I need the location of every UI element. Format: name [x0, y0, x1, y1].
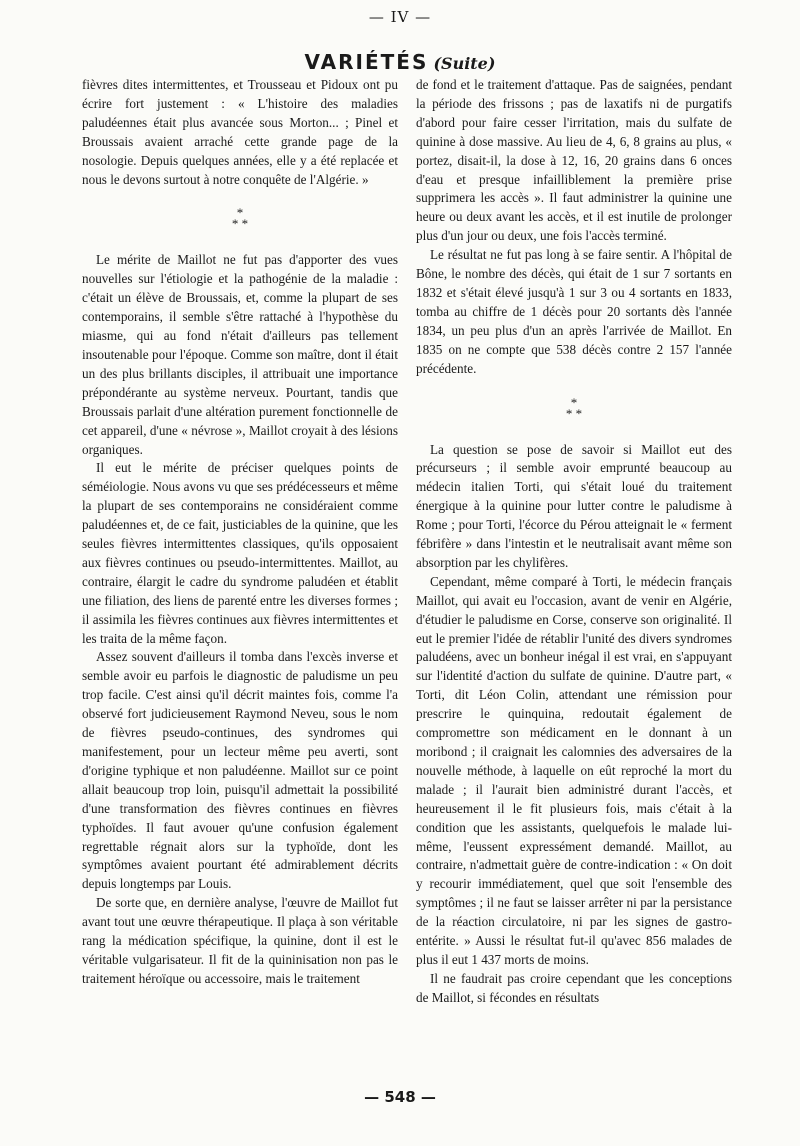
separator-star: *: [236, 205, 244, 221]
paragraph: Il eut le mérite de préciser quelques points de séméiologie. Nous avons vu que ses prédécesseurs et même la plupart de ses contemporains ne considéraient comme paludéennes et, de ce fait, justiciables de la quinine, que les seules fièvres intermittentes classiques, qu'ils opposaient aux fièvres continues ou pseudo-intermittentes. Maillot, au contraire, élargit le cadre du syndrome paludéen et établit une filiation, des liens de parenté entre les diverses formes ; il assimila les fièvres continues aux fièvres intermittentes et les traita de la même façon.: [82, 460, 398, 646]
paragraph: La question se pose de savoir si Maillot eut des précurseurs ; il semble avoir emprunté beaucoup au médecin italien Torti, qui s'était loué du traitement énergique à la quinine pour lutter contre le paludisme à Rome ; pour Torti, l'écorce du Pérou atteignait le « ferment fébrifère » dans l'intestin et le neutralisait avant même son absorption par les chylifères.: [416, 441, 732, 570]
separator-star: *: [241, 216, 249, 232]
section-separator: [416, 394, 732, 421]
paragraph: Cependant, même comparé à Torti, le médecin français Maillot, qui avait eu l'occasion, avant de venir en Algérie, d'étudier le paludisme en Corse, conserve son originalité. Il eut le premier l'idée de rétablir l'unité des divers syndromes paludéens, avec un bonheur inégal il est vrai, en s'appuyant sur l'identité d'action du sulfate de quinine. D'autre part, « Torti, dit Léon Colin, attendant une rémission pour prescrire le quinquina, redoutait également de compromettre son médicament en le donnant à un moribond ; il craignait les calomnies des adversaires de la nouvelle méthode, à laquelle on eût reproché la mort du malade ; il l'aurait bien administré durant l'accès, et heureusement il le fit plusieurs fois, mais c'était à la condition que les assistants, quelquefois le malade lui-même, l'eussent expressément demandé. Maillot, au contraire, n'admettait guère de contre-indication : « On doit y recourir immédiatement, quel que soit l'ensemble des symptômes ; il ne faut se laisser arrêter ni par la persistance de la réaction circulatoire, ni par les signes de gastro-entérite. » Aussi le résultat fut-il qu'avec 856 malades de plus il eut 1 437 morts de moins.: [416, 573, 732, 967]
section-header: [0, 48, 800, 78]
paragraph: Le résultat ne fut pas long à se faire sentir. A l'hôpital de Bône, le nombre des décès, qui était de 1 sur 7 sortants en 1832 et s'était élevé jusqu'à 1 sur 3 ou 4 sortants en 1833, tomba au chiffre de 1 décès pour 20 sortants dès l'année 1834, un peu plus d'un an après l'arrivée de Maillot. En 1835 on ne compte que 538 décès contre 2 157 l'année précédente.: [416, 247, 732, 376]
section-subtitle: (Suite): [433, 54, 496, 73]
paragraph: Le mérite de Maillot ne fut pas d'apporter des vues nouvelles sur l'étiologie et la pathogénie de la maladie : c'était un élève de Broussais, et, comme la plupart de ses contemporains, il semble s'être rattaché à l'hypothèse du miasme, qui au fond n'était d'ailleurs pas tellement insoutenable pour l'époque. Comme son maître, dont il était un des plus brillants disciples, il attribuait une importance prépondérante au système nerveux. Pourtant, tandis que Broussais parlait d'une altération purement fonctionnelle de cet appareil, d'une « névrose », Maillot croyait à des lésions organiques.: [82, 252, 398, 457]
paragraph: Il ne faudrait pas croire cependant que les conceptions de Maillot, si fécondes en résultats: [416, 970, 732, 1005]
right-column: [416, 76, 732, 1008]
separator-star: *: [231, 216, 239, 232]
page-number: — 548 —: [364, 1088, 436, 1106]
separator-star: *: [565, 405, 573, 421]
section-title: VARIÉTÉS: [304, 50, 429, 74]
left-column: [82, 76, 398, 989]
paragraph: fièvres dites intermittentes, et Trousseau et Pidoux ont pu écrire fort justement : « L'histoire des maladies paludéennes était plus avancée sous Morton... ; Pinel et Broussais avaient arraché cette grande page de la nosologie. Depuis quelques années, elle y a été replacée et nous le devons surtout à notre conquête de l'Algérie. »: [82, 77, 398, 187]
paragraph: Assez souvent d'ailleurs il tomba dans l'excès inverse et semble avoir eu parfois le diagnostic de paludisme un peu trop facile. C'est ainsi qu'il décrit maintes fois, comme l'a observé fort judicieusement Raymond Neveu, sous le nom de fièvres pseudo-continues, des syndromes qui manifestement, pour un lecteur même peu averti, sont d'origine typhique et non paludéenne. Maillot sur ce point allait beaucoup trop loin, puisqu'il admettait la possibilité d'une transformation des fièvres continues en fièvres typhoïdes. Il faut avouer qu'une confusion également regrettable régnait alors sur la typhoïde, dont les symptômes avaient pourtant été admirablement décrits depuis longtemps par Louis.: [82, 649, 398, 892]
section-separator: [82, 205, 398, 232]
folio-number: — IV —: [368, 8, 432, 26]
separator-star: *: [570, 394, 578, 410]
paragraph: de fond et le traitement d'attaque. Pas de saignées, pendant la période des frissons ; pas de laxatifs ni de purgatifs d'abord pour faire cesser l'irritation, mais du sulfate de quinine à dose massive. Au lieu de 4, 6, 8 grains au plus, « portez, disait-il, la dose à 12, 16, 20 grains dans 6 onces d'eau et presque infailliblement la première prise supprimera les accès ». Il faut administrer la quinine une heure ou deux avant les accès, et il est inutile de prolonger plus d'un jour ou deux, une fois l'accès terminé.: [416, 77, 732, 244]
separator-star: *: [575, 405, 583, 421]
paragraph: De sorte que, en dernière analyse, l'œuvre de Maillot fut avant tout une œuvre thérapeutique. Il plaça à son véritable rang la médication spécifique, la quinine, dont il est le véritable vulgarisateur. Il fit de la quininisation non pas le traitement héroïque ou accessoire, mais le traitement: [82, 895, 398, 986]
